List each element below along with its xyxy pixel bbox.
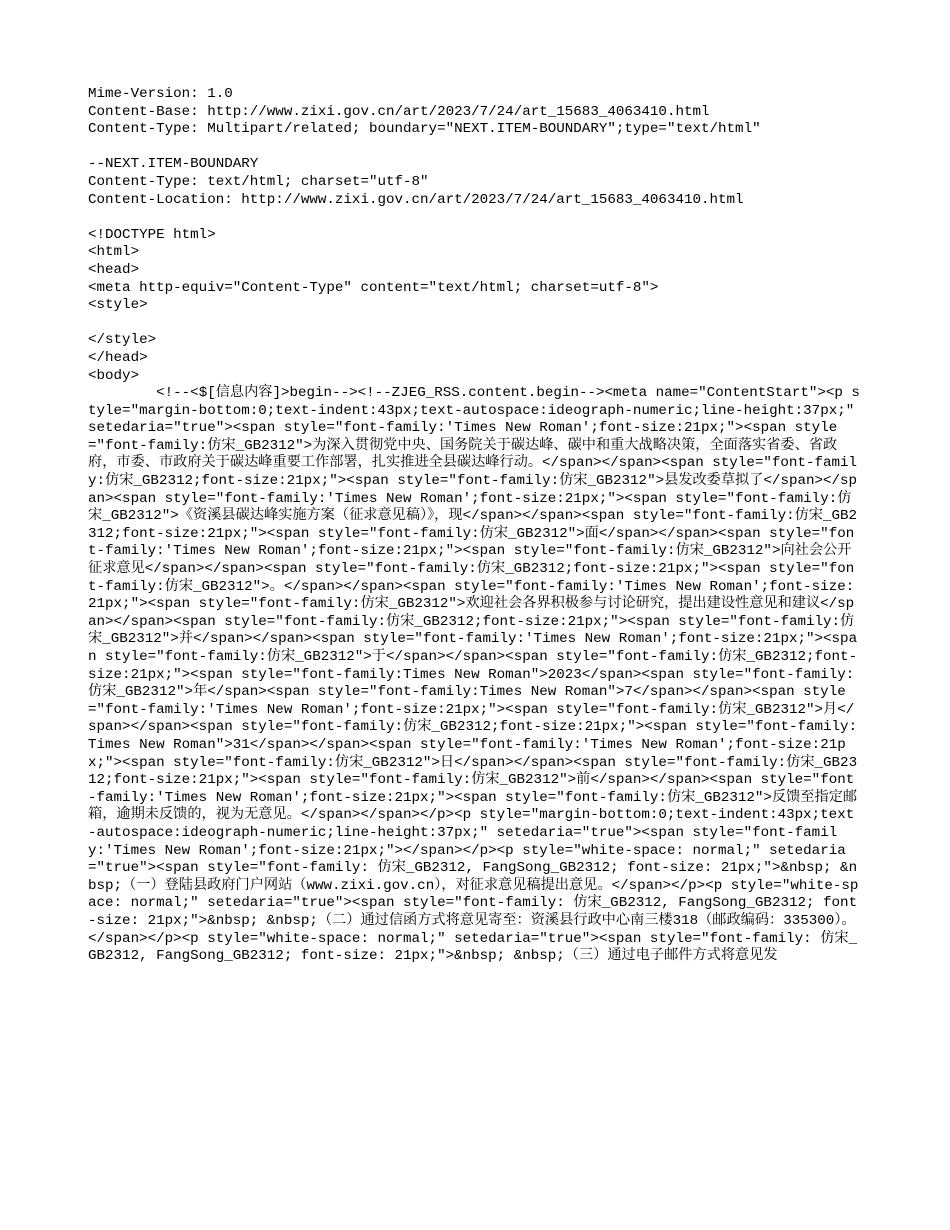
raw-mime-source-text: Mime-Version: 1.0 Content-Base: http://www.zixi.gov.cn/art/2023/7/24/art_15683_4063410.html Content-Type: Multipart/related; boundary="NEXT.ITEM-BOUNDARY";type="text/html" --NEXT.ITEM-BOUNDARY Content-Type: text/html; charset="utf-8" Content-Location: http://www.zixi.gov.cn/art/2023/7/24/art_15683_4063410.html <!DOCTYPE html> <html> <head> <meta http-equiv="Content-Type" content="text/html; charset=utf-8"> <style> </style> </head> <body> <!--<$[信息内容]>begin--><!--ZJEG_RSS.content.begin--><meta name="ContentStart"><p style="margin-bottom:0;text-indent:43px;text-autospace:ideograph-numeric;line-height:37px;" setedaria="true"><span style="font-family:'Times New Roman';font-size:21px;"><span style="font-family:仿宋_GB2312">为深入贯彻党中央、国务院关于碳达峰、碳中和重大战略决策，全面落实省委、省政府，市委、市政府关于碳达峰重要工作部署，扎实推进全县碳达峰行动。</span></span><span style="font-family:仿宋_GB2312;font-size:21px;"><span style="font-family:仿宋_GB2312">县发改委草拟了</span></span><span style="font-family:'Times New Roman';font-size:21px;"><span style="font-family:仿宋_GB2312">《资溪县碳达峰实施方案（征求意见稿）》，现</span></span><span style="font-family:仿宋_GB2312;font-size:21px;"><span style="font-family:仿宋_GB2312">面</span></span><span style="font-family:'Times New Roman';font-size:21px;"><span style="font-family:仿宋_GB2312">向社会公开征求意见</span></span><span style="font-family:仿宋_GB2312;font-size:21px;"><span style="font-family:仿宋_GB2312">。</span></span><span style="font-family:'Times New Roman';font-size:21px;"><span style="font-family:仿宋_GB2312">欢迎社会各界积极参与讨论研究，提出建设性意见和建议</span></span><span style="font-family:仿宋_GB2312;font-size:21px;"><span style="font-family:仿宋_GB2312">并</span></span><span style="font-family:'Times New Roman';font-size:21px;"><span style="font-family:仿宋_GB2312">于</span></span><span style="font-family:仿宋_GB2312;font-size:21px;"><span style="font-family:Times New Roman">2023</span><span style="font-family:仿宋_GB2312">年</span><span style="font-family:Times New Roman">7</span></span><span style="font-family:'Times New Roman';font-size:21px;"><span style="font-family:仿宋_GB2312">月</span></span><span style="font-family:仿宋_GB2312;font-size:21px;"><span style="font-family:Times New Roman">31</span></span><span style="font-family:'Times New Roman';font-size:21px;"><span style="font-family:仿宋_GB2312">日</span></span><span style="font-family:仿宋_GB2312;font-size:21px;"><span style="font-family:仿宋_GB2312">前</span></span><span style="font-family:'Times New Roman';font-size:21px;"><span style="font-family:仿宋_GB2312">反馈至指定邮箱，逾期未反馈的，视为无意见。</span></span></p><p style="margin-bottom:0;text-indent:43px;text-autospace:ideograph-numeric;line-height:37px;" setedaria="true"><span style="font-family:'Times New Roman';font-size:21px;"></span></p><p style="white-space: normal;" setedaria="true"><span style="font-family: 仿宋_GB2312, FangSong_GB2312; font-size: 21px;">&nbsp; &nbsp;（一）登陆县政府门户网站（www.zixi.gov.cn），对征求意见稿提出意见。</span></p><p style="white-space: normal;" setedaria="true"><span style="font-family: 仿宋_GB2312, FangSong_GB2312; font-size: 21px;">&nbsp; &nbsp;（二）通过信函方式将意见寄至：资溪县行政中心南三楼318（邮政编码：335300）。</span></p><p style="white-space: normal;" setedaria="true"><span style="font-family: 仿宋_GB2312, FangSong_GB2312; font-size: 21px;">&nbsp; &nbsp;（三）通过电子邮件方式将意见发 bbox=[88, 86, 860, 965]
